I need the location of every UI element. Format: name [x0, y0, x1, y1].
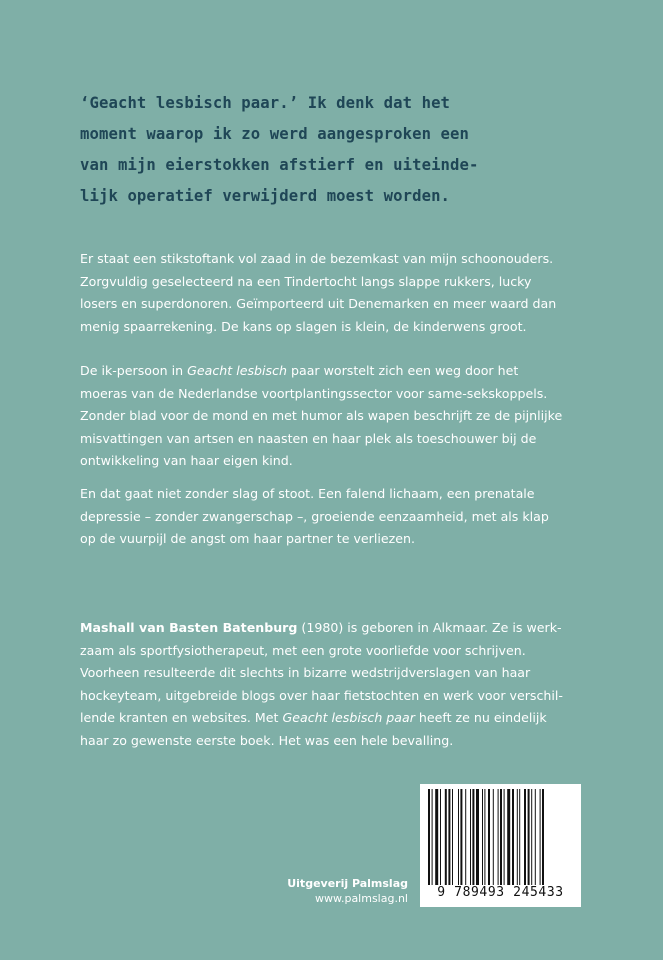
back-cover-quote: [80, 88, 600, 212]
blurb-paragraph-3: [80, 483, 600, 551]
barcode-bar: [507, 789, 510, 885]
barcode-bar: [500, 789, 502, 885]
barcode-bar: [535, 789, 536, 885]
blurb-paragraph-1: [80, 248, 600, 338]
barcode-bar: [531, 789, 532, 885]
text-line: moeras van de Nederlandse voortplantingssector voor same-sekskoppels.: [80, 385, 548, 401]
text-line: [80, 617, 600, 640]
text-line: losers en superdonoren. Geïmporteerd uit Denemarken en meer waard dan: [80, 296, 557, 312]
quote-line: moment waarop ik zo werd aangesproken een: [80, 125, 470, 143]
barcode-bar: [484, 789, 485, 885]
text-line: zaam als sportfysiotherapeut, met een grote voorliefde voor schrijven.: [80, 642, 526, 658]
barcode-bar: [460, 789, 462, 885]
quote-line: van mijn eierstokken afstierf en uiteinde-: [80, 156, 479, 174]
text-line: En dat gaat niet zonder slag of stoot. Een falend lichaam, een prenatale: [80, 486, 535, 501]
isbn-barcode: [420, 784, 581, 907]
barcode-bar: [452, 789, 453, 885]
text-line: haar zo gewenste eerste boek. Het was een hele bevalling.: [80, 732, 454, 748]
text-line: [80, 707, 600, 730]
barcode-bar: [488, 789, 490, 885]
barcode-bar: [498, 789, 499, 885]
barcode-bar: [428, 789, 430, 885]
text-segment: heeft ze nu eindelijk: [414, 710, 547, 726]
barcode-icon: [426, 789, 575, 885]
barcode-bar: [524, 789, 526, 885]
text-segment: (1980) is geboren in Alkmaar. Ze is werk-: [297, 620, 562, 635]
text-segment: De ik-persoon in: [80, 363, 188, 378]
text-line: Zonder blad voor de mond en met humor als wapen beschrijft ze de pijnlijke: [80, 408, 563, 424]
barcode-bar: [540, 789, 541, 885]
isbn-number: 9 789493 245433: [437, 885, 564, 900]
barcode-bar: [472, 789, 474, 885]
barcode-bar: [512, 789, 514, 885]
book-title-italic: Geacht lesbisch paar: [282, 710, 415, 726]
text-line: [80, 360, 600, 383]
author-bio: [80, 617, 600, 753]
barcode-bar: [517, 789, 518, 885]
publisher-info: [287, 876, 408, 906]
author-name: Mashall van Basten Batenburg: [80, 620, 298, 635]
barcode-bar: [528, 789, 530, 885]
barcode-bar: [482, 789, 483, 885]
text-line: ontwikkeling van haar eigen kind.: [80, 453, 293, 469]
text-line: Voorheen resulteerde dit slechts in bizarre wedstrijdverslagen van haar: [80, 665, 531, 681]
quote-line: lijk operatief verwijderd moest worden.: [80, 187, 451, 205]
text-line: hockeyteam, uitgebreide blogs over haar fietstochten en werk voor verschil-: [80, 687, 563, 703]
barcode-bar: [435, 789, 438, 885]
blurb-paragraph-2: [80, 360, 600, 473]
text-line: Zorgvuldig geselecteerd na een Tindertocht langs slappe rukkers, lucky: [80, 273, 532, 289]
barcode-bar: [448, 789, 450, 885]
text-line: menig spaarrekening. De kans op slagen is klein, de kinderwens groot.: [80, 318, 527, 334]
publisher-website: www.palmslag.nl: [314, 892, 408, 905]
barcode-bar: [493, 789, 494, 885]
barcode-bar: [432, 789, 433, 885]
book-title-italic: Geacht lesbisch: [187, 363, 287, 378]
text-line: depressie – zonder zwangerschap –, groeiende eenzaamheid, met als klap: [80, 508, 549, 524]
text-segment: lende kranten en websites. Met: [80, 710, 283, 726]
barcode-bar: [542, 789, 544, 885]
barcode-bar: [465, 789, 466, 885]
publisher-name: Uitgeverij Palmslag: [287, 877, 408, 890]
barcode-bar: [440, 789, 441, 885]
barcode-bar: [470, 789, 471, 885]
barcode-bar: [476, 789, 479, 885]
text-line: Er staat een stikstoftank vol zaad in de bezemkast van mijn schoonouders.: [80, 251, 554, 266]
barcode-bar: [445, 789, 447, 885]
text-line: misvattingen van artsen en naasten en haar plek als toeschouwer bij de: [80, 430, 537, 446]
barcode-bar: [519, 789, 520, 885]
barcode-bar: [504, 789, 505, 885]
text-segment: paar worstelt zich een weg door het: [287, 363, 519, 378]
quote-line: ‘Geacht lesbisch paar.’ Ik denk dat het: [80, 94, 451, 112]
text-line: op de vuurpijl de angst om haar partner te verliezen.: [80, 531, 415, 547]
barcode-bar: [458, 789, 459, 885]
